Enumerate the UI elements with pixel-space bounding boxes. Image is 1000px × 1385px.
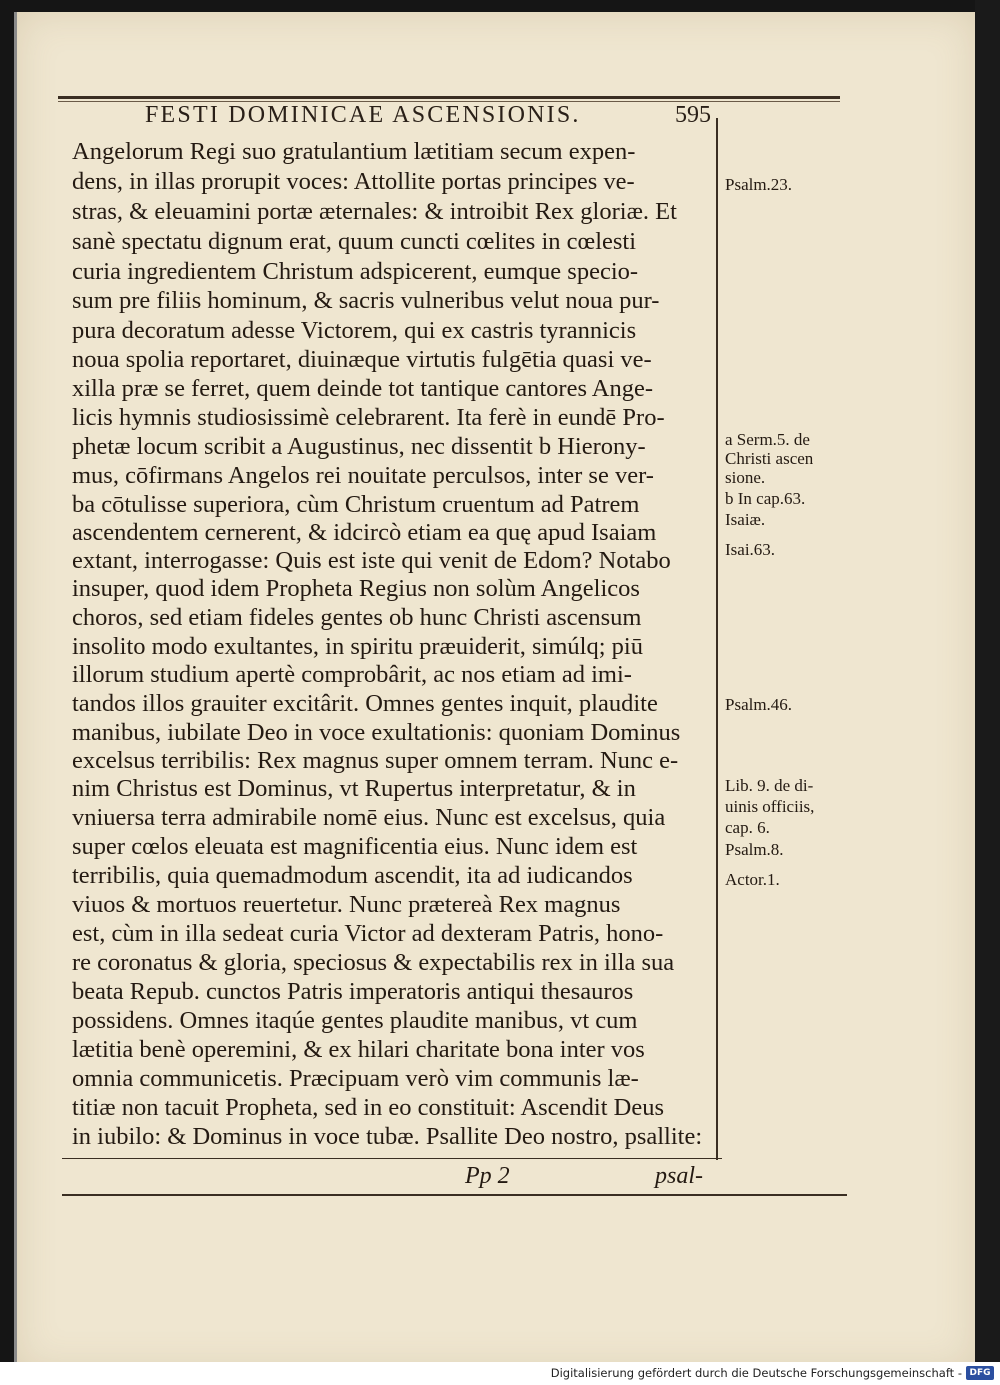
text-line: extant, interrogasse: Quis est iste qui venit de Edom? Notabo	[72, 547, 671, 574]
margin-note: Psalm.8.	[725, 840, 784, 859]
margin-note: Psalm.46.	[725, 695, 793, 714]
text-line: illorum studium apertè comprobârit, ac nos etiam ad imi-	[72, 661, 632, 688]
margin-note: Actor.1.	[725, 870, 780, 889]
running-head: FESTI DOMINICAE ASCENSIONIS.	[145, 102, 581, 128]
margin-note: Isaiæ.	[725, 510, 766, 529]
catchword: psal-	[655, 1163, 703, 1189]
footer-rule	[62, 1194, 847, 1196]
text-line: super cœlos eleuata est magnificentia eius. Nunc idem est	[72, 833, 638, 860]
margin-note: uinis officiis,	[725, 797, 815, 816]
text-line: titiæ non tacuit Propheta, sed in eo constituit: Ascendit Deus	[72, 1094, 665, 1121]
text-line: re coronatus & gloria, speciosus & expectabilis rex in illa sua	[72, 949, 675, 976]
margin-note: Isai.63.	[725, 540, 776, 559]
text-line: nim Christus est Dominus, vt Rupertus interpretatur, & in	[72, 775, 636, 802]
margin-note: cap. 6.	[725, 818, 770, 837]
scan-border-top	[0, 0, 1000, 12]
text-line: Angelorum Regi suo gratulantium lætitiam secum expen-	[72, 138, 636, 165]
text-line: insuper, quod idem Propheta Regius non solùm Angelicos	[72, 575, 640, 602]
text-line: xilla præ se ferret, quem deinde tot tantique cantores Ange-	[72, 375, 654, 402]
scan-border-left	[0, 0, 14, 1370]
text-line: sanè spectatu dignum erat, quum cuncti cœlites in cœlesti	[72, 228, 637, 255]
text-line: sum pre filiis hominum, & sacris vulneribus velut noua pur-	[72, 287, 660, 314]
text-line: omnia communicetis. Præcipuam verò vim communis læ-	[72, 1065, 639, 1092]
margin-note: Psalm.23.	[725, 175, 793, 194]
text-bottom-rule	[62, 1158, 722, 1159]
header-rule	[58, 96, 840, 99]
margin-note: b In cap.63.	[725, 489, 806, 508]
text-line: choros, sed etiam fideles gentes ob hunc Christi ascensum	[72, 604, 642, 631]
text-line: insolito modo exultantes, in spiritu præuiderit, simúlq; piū	[72, 633, 643, 660]
text-line: vniuersa terra admirabile nomē eius. Nunc est excelsus, quia	[72, 804, 666, 831]
margin-note: Lib. 9. de di-	[725, 776, 814, 795]
text-line: terribilis, quia quemadmodum ascendit, ita ad iudicandos	[72, 862, 633, 889]
text-line: mus, cōfirmans Angelos rei nouitate perculsos, inter se ver-	[72, 462, 654, 489]
text-line: stras, & eleuamini portæ æternales: & introibit Rex gloriæ. Et	[72, 198, 677, 225]
margin-note: a Serm.5. de	[725, 430, 810, 449]
text-line: manibus, iubilate Deo in voce exultationis: quoniam Dominus	[72, 719, 681, 746]
text-line: ba cōtulisse superiora, cùm Christum cruentum ad Patrem	[72, 491, 640, 518]
scan-border-right	[975, 0, 1000, 1370]
text-line: possidens. Omnes itaqúe gentes plaudite manibus, vt cum	[72, 1007, 638, 1034]
text-line: pura decoratum adesse Victorem, qui ex castris tyrannicis	[72, 317, 637, 344]
dfg-logo: DFG	[966, 1366, 994, 1380]
text-line: tandos illos grauiter excitârit. Omnes gentes inquit, plaudite	[72, 690, 658, 717]
text-line: ascendentem cernerent, & idcircò etiam ea quę apud Isaiam	[72, 519, 657, 546]
text-line: phetæ locum scribit a Augustinus, nec dissentit b Hierony-	[72, 433, 646, 460]
digitization-credit: Digitalisierung gefördert durch die Deutsche Forschungsgemeinschaft -	[550, 1366, 962, 1380]
text-line: viuos & mortuos reuertetur. Nunc prætereà Rex magnus	[72, 891, 621, 918]
margin-note: Christi ascen	[725, 449, 814, 468]
text-line: in iubilo: & Dominus in voce tubæ. Psallite Deo nostro, psallite:	[72, 1123, 703, 1150]
margin-column-rule	[716, 118, 718, 1160]
text-line: licis hymnis studiosissimè celebrarent. Ita ferè in eundē Pro-	[72, 404, 665, 431]
text-line: beata Repub. cunctos Patris imperatoris antiqui thesauros	[72, 978, 634, 1005]
page-number: 595	[675, 102, 711, 128]
text-line: dens, in illas prorupit voces: Attollite portas principes ve-	[72, 168, 635, 195]
text-line: curia ingredientem Christum adspicerent, eumque specio-	[72, 258, 639, 285]
text-line: excelsus terribilis: Rex magnus super omnem terram. Nunc e-	[72, 747, 679, 774]
margin-note: sione.	[725, 468, 766, 487]
text-line: est, cùm in illa sedeat curia Victor ad dexteram Patris, hono-	[72, 920, 664, 947]
signature-mark: Pp 2	[465, 1163, 510, 1189]
text-line: noua spolia reportaret, diuinæque virtutis fulgētia quasi ve-	[72, 346, 652, 373]
text-line: lætitia benè operemini, & ex hilari charitate bona inter vos	[72, 1036, 645, 1063]
